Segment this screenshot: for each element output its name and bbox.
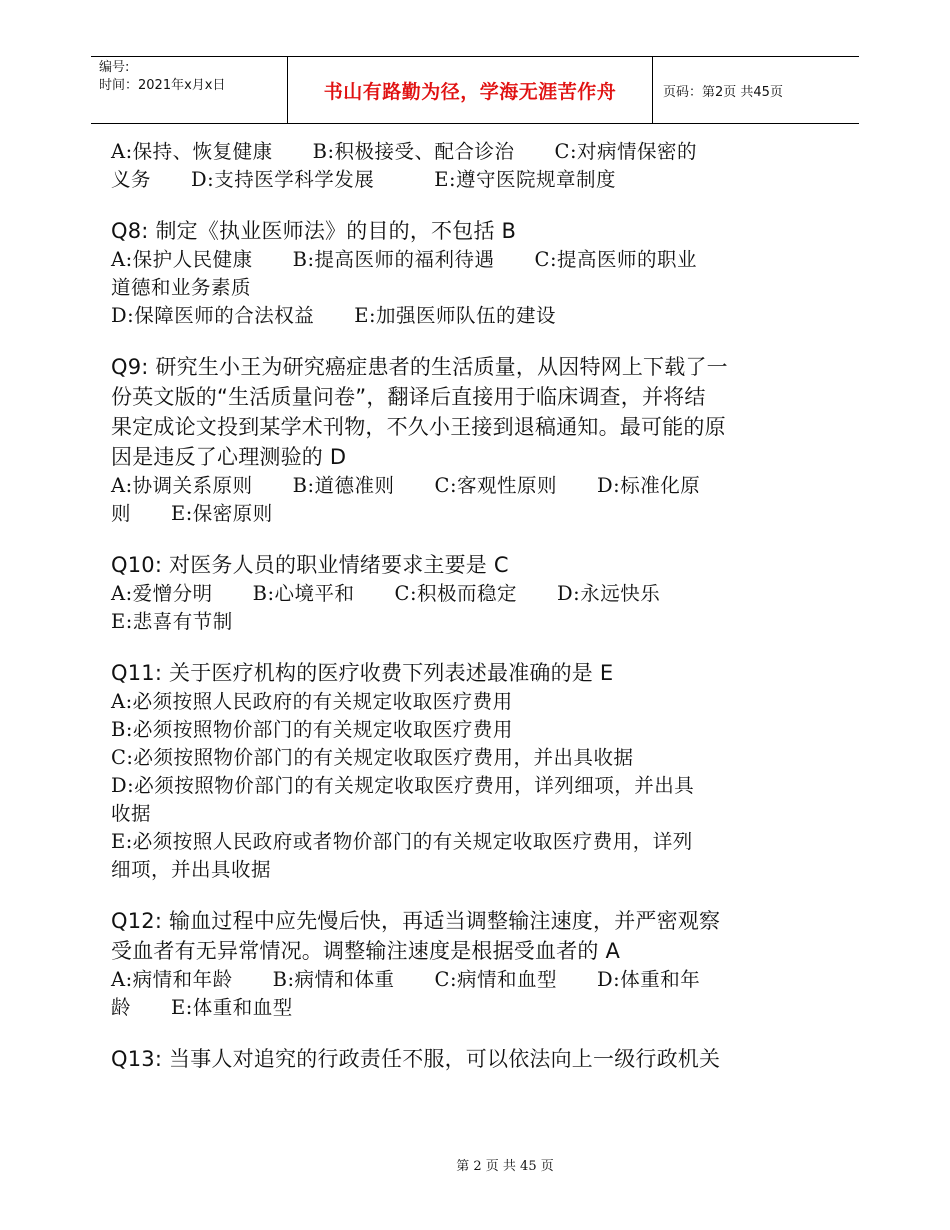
page-footer: 第 2 页 共 45 页 bbox=[456, 1159, 554, 1174]
question-q13 bbox=[111, 1044, 841, 1074]
title-line: Q12: 输血过程中应先慢后快，再适当调整输注速度，并严密观察 bbox=[111, 909, 721, 933]
option-line: B:必须按照物价部门的有关规定收取医疗费用 bbox=[111, 718, 513, 741]
option-line: D:保障医师的合法权益 E:加强医师队伍的建设 bbox=[111, 304, 557, 327]
option-line: A:保护人民健康 B:提高医师的福利待遇 C:提高医师的职业 bbox=[111, 248, 698, 271]
option-line: E:悲喜有节制 bbox=[111, 610, 233, 633]
option-line: A:保持、恢复健康 B:积极接受、配合诊治 C:对病情保密的 bbox=[111, 140, 698, 163]
question-q11 bbox=[111, 658, 841, 884]
header-motto: 书山有路勤为径，学海无涯苦作舟 bbox=[287, 57, 653, 123]
option-line: A:必须按照人民政府的有关规定收取医疗费用 bbox=[111, 690, 513, 713]
option-line: A:爱憎分明 B:心境平和 C:积极而稳定 D:永远快乐 bbox=[111, 582, 661, 605]
title-line: 受血者有无异常情况。调整输注速度是根据受血者的 A bbox=[111, 939, 621, 963]
header-page-label: 页码：第2页 共45页 bbox=[663, 84, 783, 100]
options bbox=[111, 138, 841, 194]
question-q10 bbox=[111, 550, 841, 636]
question-q12 bbox=[111, 906, 841, 1022]
option-line: D:必须按照物价部门的有关规定收取医疗费用，详列细项，并出具 bbox=[111, 774, 695, 797]
header-info bbox=[91, 57, 287, 123]
title-line: 果定成论文投到某学术刊物，不久小王接到退稿通知。最可能的原 bbox=[111, 415, 726, 439]
question-title: Q8: 制定《执业医师法》的目的，不包括 B bbox=[111, 219, 517, 243]
header-number-label: 编号: bbox=[99, 60, 130, 75]
header-time-label: 时间：2021年x月x日 bbox=[99, 78, 226, 93]
title-line: 份英文版的“生活质量问卷”，翻译后直接用于临床调查，并将结 bbox=[111, 385, 706, 409]
option-line: C:必须按照物价部门的有关规定收取医疗费用，并出具收据 bbox=[111, 746, 634, 769]
options bbox=[111, 472, 841, 528]
option-line: 龄 E:体重和血型 bbox=[111, 996, 293, 1019]
question-title bbox=[111, 352, 841, 472]
question-title: Q13: 当事人对追究的行政责任不服，可以依法向上一级行政机关 bbox=[111, 1047, 721, 1071]
question-q9 bbox=[111, 352, 841, 528]
options bbox=[111, 966, 841, 1022]
option-line: A:协调关系原则 B:道德准则 C:客观性原则 D:标准化原 bbox=[111, 474, 701, 497]
header-table bbox=[91, 56, 859, 124]
question-q7-options bbox=[111, 138, 841, 194]
options bbox=[111, 688, 841, 884]
question-title bbox=[111, 906, 841, 966]
options bbox=[111, 580, 841, 636]
question-list bbox=[111, 138, 841, 1096]
option-line: 则 E:保密原则 bbox=[111, 502, 273, 525]
title-line: 因是违反了心理测验的 D bbox=[111, 445, 347, 469]
option-line: E:必须按照人民政府或者物价部门的有关规定收取医疗费用，详列 bbox=[111, 830, 693, 853]
question-q8 bbox=[111, 216, 841, 330]
option-line: 道德和业务素质 bbox=[111, 276, 252, 299]
question-title: Q11: 关于医疗机构的医疗收费下列表述最准确的是 E bbox=[111, 661, 614, 685]
title-line: Q9: 研究生小王为研究癌症患者的生活质量，从因特网上下载了一 bbox=[111, 355, 728, 379]
option-line: A:病情和年龄 B:病情和体重 C:病情和血型 D:体重和年 bbox=[111, 968, 701, 991]
option-line: 细项，并出具收据 bbox=[111, 858, 272, 881]
option-line: 义务 D:支持医学科学发展 E:遵守医院规章制度 bbox=[111, 168, 617, 191]
question-title: Q10: 对医务人员的职业情绪要求主要是 C bbox=[111, 553, 509, 577]
options bbox=[111, 246, 841, 330]
option-line: 收据 bbox=[111, 802, 152, 825]
